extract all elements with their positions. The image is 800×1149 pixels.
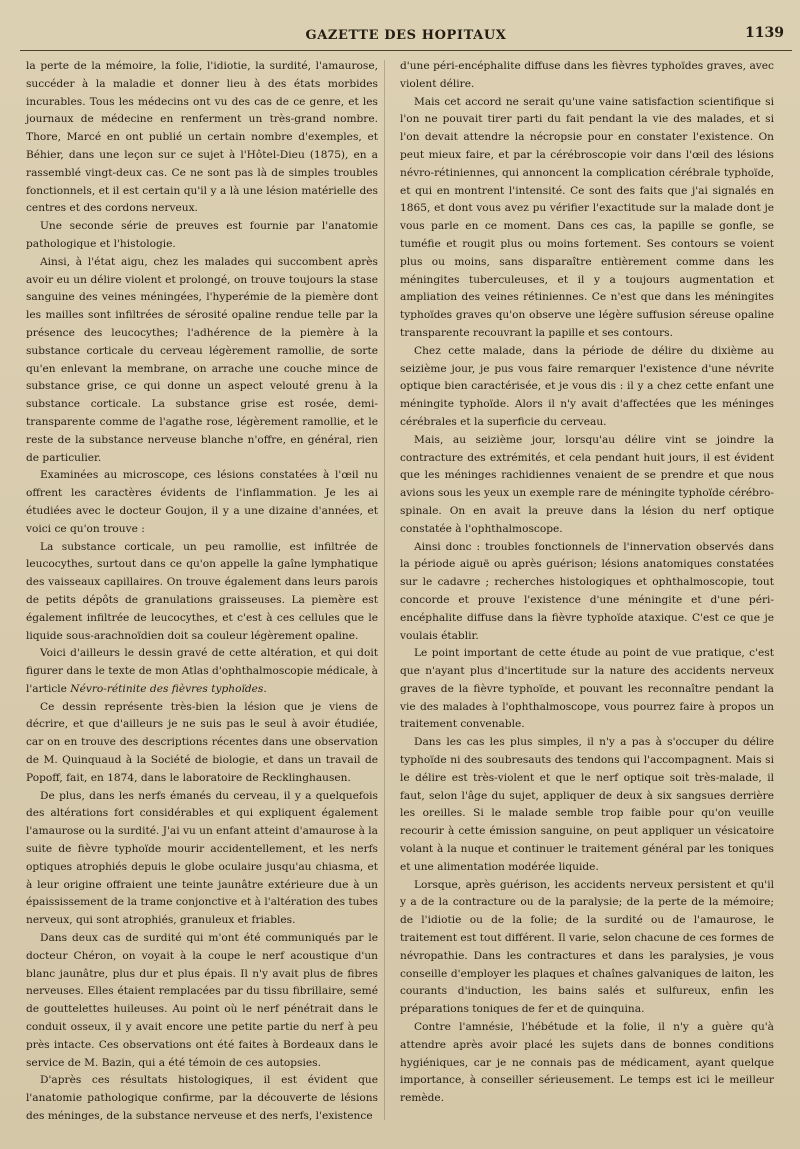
paragraph: Ainsi, à l'état aigu, chez les malades qui succombent après avoir eu un délire violent et prolongé, on trouve toujours la stase sanguine des veines méningées, l'hyperémie de la piemère dont les mailles sont infiltrées de sérosité opaline rendue telle par la présence des leucocythes; l'adhérence de la piemère à la substance corticale du cerveau légèrement ramollie, de sorte qu'en enlevant la membrane, on arrache une couche mince de substance grise, ce qui donne un aspect velouté grenu à la substance corticale. La substance grise est rosée, demi-transparente comme de l'agathe rose, légèrement ramollie, et le reste de la substance nerveuse blanche n'offre, en général, rien de particulier. [26,255,378,464]
paragraph: Une seconde série de preuves est fournie par l'anatomie pathologique et l'histologie. [26,220,378,250]
paragraph: Dans deux cas de surdité qui m'ont été communiqués par le docteur Chéron, on voyait à la coupe le nerf acoustique d'un blanc jaunâtre, plus dur et plus épais. Il n'y avait plus de fibres nerveuses. Elles étaient remplacées par du tissu fibrillaire, semé de gouttelettes huileuses. Au point où le nerf pénétrait dans le conduit osseux, il y avait encore une petite partie du nerf à peu près intacte. Ces observations ont été faites à Bordeaux dans le service de M. Bazin, qui a été témoin de ces autopsies. [26,932,378,1069]
paragraph: Chez cette malade, dans la période de délire du dixième au seizième jour, je pus vous faire remarquer l'existence d'une névrite optique bien caractérisée, et je vous dis : il y a chez cette enfant une méningite typhoïde. Alors il n'y avait d'affectées que les méninges cérébrales et la superficie du cerveau. [400,344,774,428]
paragraph: d'une péri-encéphalite diffuse dans les fièvres typhoïdes graves, avec violent délire. [400,60,774,90]
paragraph: Ce dessin représente très-bien la lésion que je viens de décrire, et que d'ailleurs je ne suis pas le seul à avoir étudiée, car on en trouve des descriptions récentes dans une observation de M. Quinquaud à la Société de biologie, et dans un travail de Popoff, fait, en 1874, dans le laboratoire de Recklinghausen. [26,700,378,784]
paragraph-text: Voici d'ailleurs le dessin gravé de cette altération, et qui doit figurer dans le texte de mon Atlas d'ophthalmoscopie médicale, à l'article [26,647,378,695]
paragraph: Lorsque, après guérison, les accidents nerveux persistent et qu'il y a de la contracture ou de la paralysie; de la perte de la mémoire; de l'idiotie ou de la folie; de la surdité ou de l'amaurose, le traitement est tout différent. Il varie, selon chacune de ces formes de névropathie. Dans les contractures et dans les paralysies, je vous conseille d'employer les plaques et chaînes galvaniques de laiton, les courants d'induction, les bains salés et sulfureux, enfin les préparations toniques de fer et de quinquina. [400,878,774,1016]
paragraph: D'après ces résultats histologiques, il est évident que l'anatomie pathologique confirme, par la découverte de lésions des méninges, de la substance nerveuse et des nerfs, l'existence [26,1074,378,1123]
running-title: GAZETTE DES HOPITAUX [305,28,507,43]
right-column [400,58,774,1108]
page-number: 1139 [745,25,784,41]
column-divider [384,60,385,1120]
paragraph: Mais, au seizième jour, lorsqu'au délire vint se joindre la contracture des extrémités, et cela pendant huit jours, il est évident que les méninges rachidiennes venaient de se prendre et que nous avions sous les yeux un exemple rare de méningite typhoïde cérébro-spinale. On en avait la preuve dans la lésion du nerf optique constatée à l'ophthalmoscope. [400,433,774,535]
paragraph: De plus, dans les nerfs émanés du cerveau, il y a quelquefois des altérations fort considérables et qui expliquent également l'amaurose ou la surdité. J'ai vu un enfant atteint d'amaurose à la suite de fièvre typhoïde mourir accidentellement, et les nerfs optiques atrophiés depuis le globe oculaire jusqu'au chiasma, et à leur origine offraient une teinte jaunâtre extérieure due à un épaississement de la trame conjonctive et à l'altération des tubes nerveux, qui sont atrophiés, granuleux et friables. [26,789,378,927]
paragraph: Le point important de cette étude au point de vue pratique, c'est que n'ayant plus d'incertitude sur la nature des accidents nerveux graves de la fièvre typhoïde, et pouvant les reconnaître pendant la vie des malades à l'ophthalmoscope, vous pourrez faire à propos un traitement convenable. [400,647,774,731]
page-header [20,24,792,50]
paragraph: Dans les cas les plus simples, il n'y a pas à s'occuper du délire typhoïde ni des soubresauts des tendons qui l'accompagnent. Mais si le délire est très-violent et que le nerf optique soit très-malade, il faut, selon l'âge du sujet, appliquer de deux à six sangsues derrière les oreilles. Si le malade semble trop faible pour qu'on veuille recourir à cette émission sanguine, on peut appliquer un vésicatoire volant à la nuque et continuer le traitement général par les toniques et une alimentation modérée liquide. [400,736,774,873]
paragraph: la perte de la mémoire, la folie, l'idiotie, la surdité, l'amaurose, succéder à la maladie et donner lieu à des états morbides incurables. Tous les médecins ont vu des cas de ce genre, et les journaux de médecine en renferment un très-grand nombre. Thore, Marcé en ont publié un certain nombre d'exemples, et Béhier, dans une leçon sur ce sujet à l'Hôtel-Dieu (1875), en a rassemblé vingt-deux cas. Ce ne sont pas là de simples troubles fonctionnels, et il est certain qu'il y a là une lésion matérielle des centres et des cordons nerveux. [26,60,378,215]
paragraph: La substance corticale, un peu ramollie, est infiltrée de leucocythes, surtout dans ce qu'on appelle la gaîne lymphatique des vaisseaux capillaires. On trouve également dans leurs parois de petits dépôts de granulations graisseuses. La piemère est également infiltrée de leucocythes, et c'est à ces cellules que le liquide sous-arachnoïdien doit sa couleur légèrement opaline. [26,540,378,642]
paragraph: Ainsi donc : troubles fonctionnels de l'innervation observés dans la période aiguë ou après guérison; lésions anatomiques constatées sur le cadavre ; recherches histologiques et ophthalmoscopie, tout concorde et prouve l'existence d'une méningite et d'une péri-encéphalite diffuse dans la fièvre typhoïde ataxique. C'est ce que je voulais établir. [400,540,774,642]
paragraph: Contre l'amnésie, l'hébétude et la folie, il n'y a guère qu'à attendre après avoir placé les sujets dans de bonnes conditions hygiéniques, car je ne connais pas de médicament, ayant quelque importance, à conseiller sérieusement. Le temps est ici le meilleur remède. [400,1021,774,1105]
header-rule [20,50,792,51]
paragraph-with-title [26,645,378,698]
article-title: Névro-rétinite des fièvres typhoïdes. [70,682,267,695]
left-column [26,58,378,1126]
paragraph: Mais cet accord ne serait qu'une vaine satisfaction scientifique si l'on ne pouvait tirer parti du fait pendant la vie des malades, et si l'on devait attendre la nécropsie pour en constater l'existence. On peut mieux faire, et par la cérébroscopie voir dans l'œil des lésions névro-rétiniennes, qui annoncent la complication cérébrale typhoïde, et qui en montrent l'intensité. Ce sont des faits que j'ai signalés en 1865, et dont vous avez pu vérifier l'exactitude sur la malade dont je vous parle en ce moment. Dans ces cas, la papille se gonfle, se tuméfie et rougit plus ou moins fortement. Ses contours se voient plus ou moins, sans disparaître entièrement comme dans les méningites tuberculeuses, et il y a toujours augmentation et ampliation des veines rétiniennes. Ce n'est que dans les méningites typhoïdes graves qu'on observe une légère suffusion séreuse opaline transparente recouvrant la papille et ses contours. [400,95,774,339]
paragraph: Examinées au microscope, ces lésions constatées à l'œil nu offrent les caractères évidents de l'inflammation. Je les ai étudiées avec le docteur Goujon, il y a une dizaine d'années, et voici ce qu'on trouve : [26,469,378,535]
